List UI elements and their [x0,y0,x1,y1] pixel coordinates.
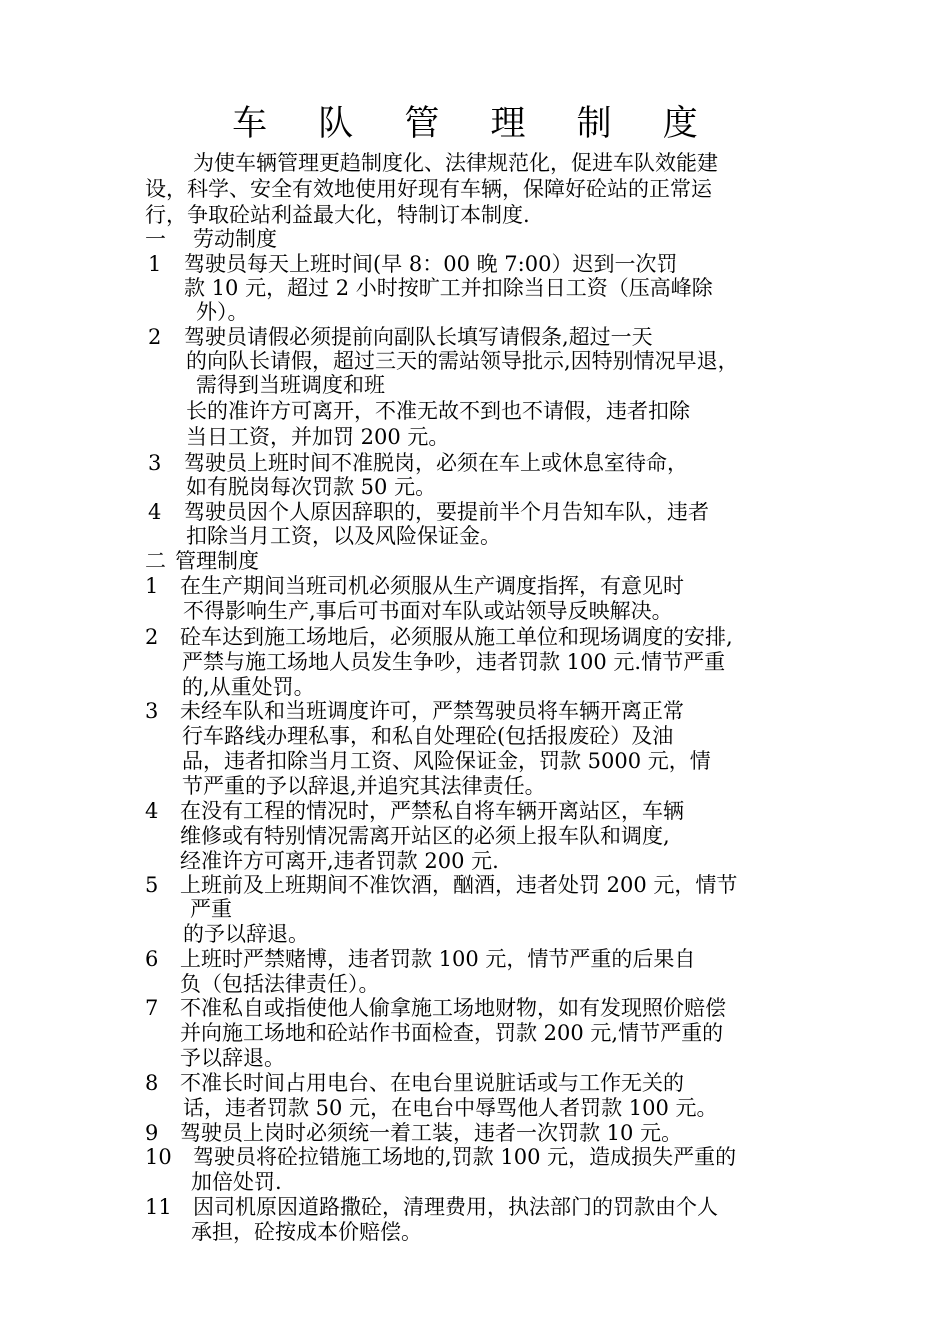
item-number: 1 [145,574,159,598]
item-line: 经准许方可离开,违者罚款 200 元. [180,849,499,873]
item-number: 2 [148,325,162,349]
item-line: 未经车队和当班调度许可，严禁驾驶员将车辆开离正常 [180,699,684,723]
item-number: 4 [145,799,159,823]
item-line: 驾驶员请假必须提前向副队长填写请假条,超过一天 [184,325,653,349]
item-number: 8 [145,1071,159,1095]
section-number: 二 [145,549,166,573]
item-line: 的,从重处罚。 [182,675,315,699]
item-line: 如有脱岗每次罚款 50 元。 [186,475,437,499]
item-line: 砼车达到施工场地后，必须服从施工单位和现场调度的安排, [180,625,733,649]
item-line: 不得影响生产,事后可书面对车队或站领导反映解决。 [183,599,673,623]
item-line: 外）。 [196,300,249,324]
item-line: 驾驶员每天上班时间(早 8：00 晚 7:00）迟到一次罚 [184,252,678,276]
item-number: 3 [148,451,162,475]
item-number: 11 [145,1195,172,1219]
intro-line: 行，争取砼站利益最大化，特制订本制度. [145,203,530,227]
item-line: 长的准许方可离开，不准无故不到也不请假，违者扣除 [186,399,690,423]
item-line: 并向施工场地和砼站作书面检查，罚款 200 元,情节严重的 [180,1021,724,1045]
item-line: 不准长时间占用电台、在电台里说脏话或与工作无关的 [180,1071,684,1095]
section-number: 一 [145,227,166,251]
item-line: 负（包括法律责任）。 [180,972,380,996]
intro-line: 设，科学、安全有效地使用好现有车辆，保障好砼站的正常运 [145,177,712,201]
item-line: 加倍处罚. [191,1170,282,1194]
item-line: 驾驶员将砼拉错施工场地的,罚款 100 元，造成损失严重的 [193,1145,737,1169]
item-line: 驾驶员上班时间不准脱岗，必须在车上或休息室待命， [184,451,688,475]
item-line: 品，违者扣除当月工资、风险保证金，罚款 5000 元，情 [182,749,711,773]
item-line: 严重 [190,897,232,921]
item-line: 款 10 元，超过 2 小时按旷工并扣除当日工资（压高峰除 [184,276,713,300]
item-number: 9 [145,1121,159,1145]
item-line: 在生产期间当班司机必须服从生产调度指挥，有意见时 [180,574,684,598]
item-line: 予以辞退。 [180,1046,285,1070]
item-line: 上班时严禁赌博，违者罚款 100 元，情节严重的后果自 [180,947,696,971]
item-line: 行车路线办理私事，和私自处理砼(包括报废砼）及油 [182,724,674,748]
item-line: 需得到当班调度和班 [196,373,385,397]
item-line: 维修或有特别情况需离开站区的必须上报车队和调度, [180,824,670,848]
item-number: 7 [145,996,159,1020]
item-line: 严禁与施工场地人员发生争吵，违者罚款 100 元.情节严重 [182,650,726,674]
item-number: 6 [145,947,159,971]
item-line: 不准私自或指使他人偷拿施工场地财物，如有发现照价赔偿 [180,996,726,1020]
item-line: 的向队长请假，超过三天的需站领导批示,因特别情况早退， [186,349,739,373]
section-heading: 管理制度 [175,549,259,573]
item-number: 2 [145,625,159,649]
item-line: 在没有工程的情况时，严禁私自将车辆开离站区，车辆 [180,799,684,823]
item-number: 4 [148,500,162,524]
item-line: 话，违者罚款 50 元，在电台中辱骂他人者罚款 100 元。 [183,1096,718,1120]
item-number: 5 [145,873,159,897]
item-number: 10 [145,1145,172,1169]
page-title: 车 队 管 理 制 度 [232,104,718,144]
item-number: 1 [148,252,162,276]
item-line: 节严重的予以辞退,并追究其法律责任。 [182,774,546,798]
item-line: 上班前及上班期间不准饮酒，酗酒，违者处罚 200 元，情节 [180,873,738,897]
section-heading: 劳动制度 [193,227,277,251]
item-line: 的予以辞退。 [183,922,309,946]
item-line: 因司机原因道路撒砼，清理费用，执法部门的罚款由个人 [193,1195,718,1219]
item-number: 3 [145,699,159,723]
item-line: 扣除当月工资，以及风险保证金。 [186,524,501,548]
item-line: 承担，砼按成本价赔偿。 [191,1220,422,1244]
item-line: 驾驶员上岗时必须统一着工装，违者一次罚款 10 元。 [180,1121,683,1145]
intro-line: 为使车辆管理更趋制度化、法律规范化，促进车队效能建 [193,151,718,175]
item-line: 驾驶员因个人原因辞职的，要提前半个月告知车队，违者 [184,500,709,524]
item-line: 当日工资，并加罚 200 元。 [186,425,450,449]
